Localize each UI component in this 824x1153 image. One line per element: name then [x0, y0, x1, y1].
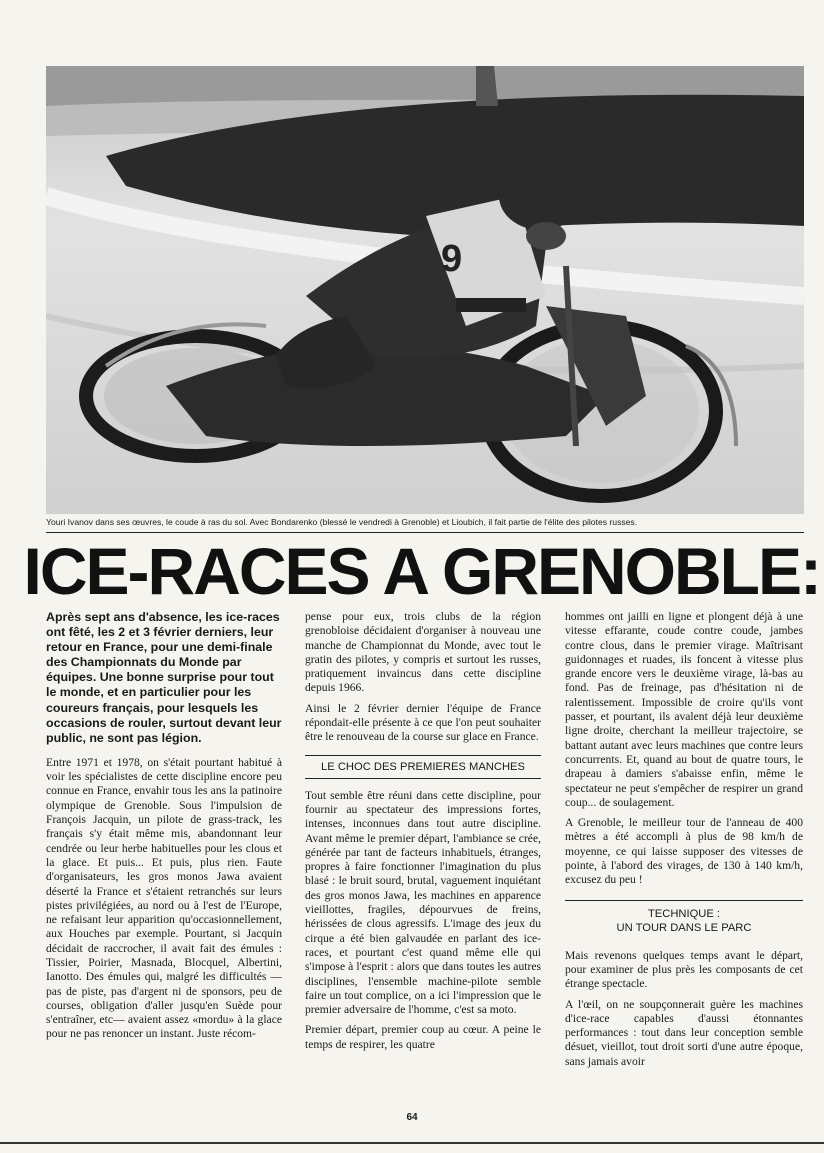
- body-paragraph: Entre 1971 et 1978, on s'était pourtant habitué à voir les spécialistes de cette discipline encore peu connue en France, envahir tous les ans la patinoire olympique de Grenoble. Sous l'impulsion de François Jacquin, un pilote de grass-track, les français s'y était même mis, abandonnant leur cendrée ou leur herbe habituelles pour les clous et la glace. Et puis... Et puis, plus rien. Faute d'organisateurs, les gros monos Jawa avaient déserté la France et s'étaient retranchés sur leurs pistes privilégiées, au nord ou à l'est de l'Europe, ne refaisant leur apparition qu'occasionnellement, aux Houches par exemple. Pourtant, si Jacquin décidait de raccrocher, il avait fait des émules : Tissier, Poirier, Masnada, Blocquel, Albertini, Ianotto. Des émules qui, malgré les difficultés —pas de piste, pas d'argent ni de sponsors, peu de courses, obligation d'aller jusqu'en Suède pour s'entraîner, etc— avaient assez «mordu» à la glace pour ne pas renoncer un instant. Juste récom-: [46, 755, 282, 1041]
- rider-on-ice-illustration: [46, 66, 804, 514]
- column-2: [305, 610, 541, 1058]
- section-heading: LE CHOC DES PREMIERES MANCHES: [305, 755, 541, 779]
- body-paragraph: Premier départ, premier coup au cœur. A peine le temps de respirer, les quatre: [305, 1023, 541, 1051]
- section-heading-line-2: UN TOUR DANS LE PARC: [616, 921, 752, 934]
- column-3: [565, 610, 803, 1075]
- caption-divider: [46, 532, 804, 533]
- section-heading: [565, 900, 803, 939]
- bottom-rule: [0, 1142, 824, 1144]
- ice-race-photo: [46, 66, 804, 514]
- lead-paragraph: Après sept ans d'absence, les ice-races ont fêté, les 2 et 3 février derniers, leur retour en France, pour une demi-finale des Championnats du Monde par équipes. Une bonne surprise pour tout le monde, et en particulier pour les coureurs français, pour lesquels les occasions de rouler, surtout devant leur public, ne sont pas légion.: [46, 610, 282, 745]
- section-heading-line-1: TECHNIQUE :: [647, 907, 721, 920]
- body-paragraph: A l'œil, on ne soupçonnerait guère les machines d'ice-race capables d'aussi étonnantes performances : tout dans leur conception semble désuet, vieillot, tout droit sorti d'une autre époque, sans jamais avoir: [565, 997, 803, 1068]
- body-paragraph: Ainsi le 2 février dernier l'équipe de France répondait-elle présente à ce que l'on peut souhaiter être le renouveau de la course sur glace en France.: [305, 701, 541, 744]
- photo-caption: Youri Ivanov dans ses œuvres, le coude à ras du sol. Avec Bondarenko (blessé le vendredi à Grenoble) et Lioubich, il fait partie de l'élite des pilotes russes.: [46, 517, 638, 527]
- headline: ICE-RACES A GRENOBLE:: [23, 536, 820, 606]
- body-paragraph: Mais revenons quelques temps avant le départ, pour examiner de plus près les composants de cet étrange spectacle.: [565, 948, 803, 991]
- body-paragraph: pense pour eux, trois clubs de la région grenobloise décidaient d'organiser à nouveau une manche de Championnat du Monde, avec tout le gratin des pilotes, y compris et surtout les russes, pratiquement invaincus dans cette discipline depuis 1966.: [305, 610, 541, 695]
- page-number: 64: [406, 1112, 418, 1123]
- svg-text:9: 9: [441, 238, 463, 280]
- body-paragraph: hommes ont jailli en ligne et plongent déjà à une vitesse effarante, coude contre coude, jambes contre clous, dans le premier virage. Maîtrisant guidonnages et ruades, ils foncent à vitesse plus grande encore vers le deuxième virage, là-bas au fond. Pas de freinage, pas d'hésitation ni de ralentissement. Impossible de croire qu'ils vont passer, et pourtant, ils avalent déjà leur deuxième ligne droite, cherchant la meilleur trajectoire, se battant autant avec leurs machines que contre leurs concurrents. Et, quand au bout de quatre tours, le drapeau à damiers s'abaisse enfin, même le spectateur ne peut s'empêcher de respirer un grand coup... de soulagement.: [565, 610, 803, 809]
- body-paragraph: A Grenoble, le meilleur tour de l'anneau de 400 mètres a été accompli à plus de 98 km/h de moyenne, ce qui laisse supposer des vitesses de pointe, à l'abord des virages, de 130 à 140 km/h, excusez du peu !: [565, 816, 803, 887]
- column-1: [46, 610, 282, 1048]
- body-paragraph: Tout semble être réuni dans cette discipline, pour fournir au spectateur des impressions fortes, intenses, inconnues dans tout autre discipline. Avant même le premier départ, l'ambiance se crée, générée par tant de facteurs inhabituels, étranges, propres à faire fonctionner l'imagination du plus blasé : le bruit sourd, brutal, vaguement inquiétant des gros monos Jawa, les machines en apparence vieillottes, fragiles, dépourvues de freins, hérissées de clous agressifs. L'image des jeux du cirque a été bien galvaudée en parlant des ice-races, et pourtant c'est quand même elle qui s'impose à l'esprit : alors que dans toutes les autres disciplines, l'ensemble machine-pilote semble faire un tout complice, on a ici l'impression que le premier adversaire de l'homme, c'est sa moto.: [305, 788, 541, 1017]
